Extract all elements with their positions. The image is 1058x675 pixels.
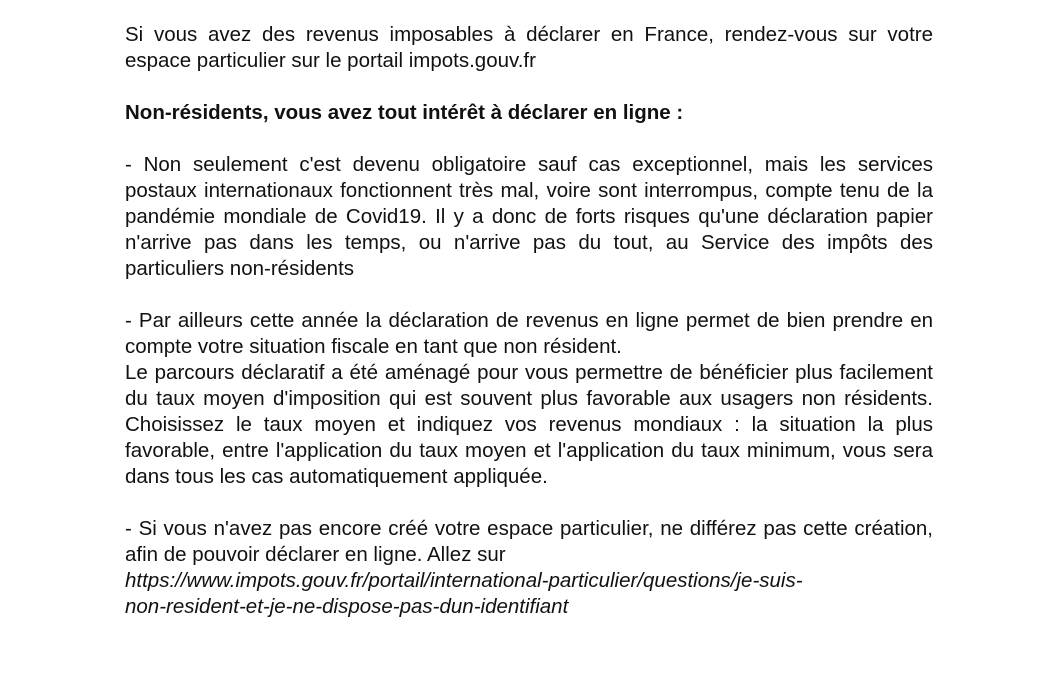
document-page [125, 22, 933, 620]
identifiant-link[interactable] [125, 568, 933, 620]
link-url-line-2[interactable]: non-resident-et-je-ne-dispose-pas-dun-identifiant [125, 595, 569, 618]
section-heading: Non-résidents, vous avez tout intérêt à déclarer en ligne : [125, 101, 684, 124]
intro-paragraph: Si vous avez des revenus imposables à déclarer en France, rendez-vous sur votre espace particulier sur le portail impots.gouv.fr [125, 23, 933, 72]
point-1-paragraph: - Non seulement c'est devenu obligatoire sauf cas exceptionnel, mais les services postaux internationaux fonctionnent très mal, voire sont interrompus, compte tenu de la pandémie mondiale de Covid19. Il y a donc de forts risques qu'une déclaration papier n'arrive pas dans les temps, ou n'arrive pas du tout, au Service des impôts des particuliers non-résidents [125, 153, 933, 280]
point-2-paragraph: - Par ailleurs cette année la déclaration de revenus en ligne permet de bien prendre en compte votre situation fiscale en tant que non résident. [125, 309, 933, 358]
point-3-paragraph: - Si vous n'avez pas encore créé votre espace particulier, ne différez pas cette création, afin de pouvoir déclarer en ligne. Allez sur [125, 517, 933, 566]
point-2-continuation: Le parcours déclaratif a été aménagé pour vous permettre de bénéficier plus facilement du taux moyen d'imposition qui est souvent plus favorable aux usagers non résidents. Choisissez le taux moyen et indiquez vos revenus mondiaux : la situation la plus favorable, entre l'application du taux moyen et l'application du taux minimum, vous sera dans tous les cas automatiquement appliquée. [125, 361, 933, 488]
link-url-line-1[interactable]: https://www.impots.gouv.fr/portail/international-particulier/questions/je-suis- [125, 569, 803, 592]
